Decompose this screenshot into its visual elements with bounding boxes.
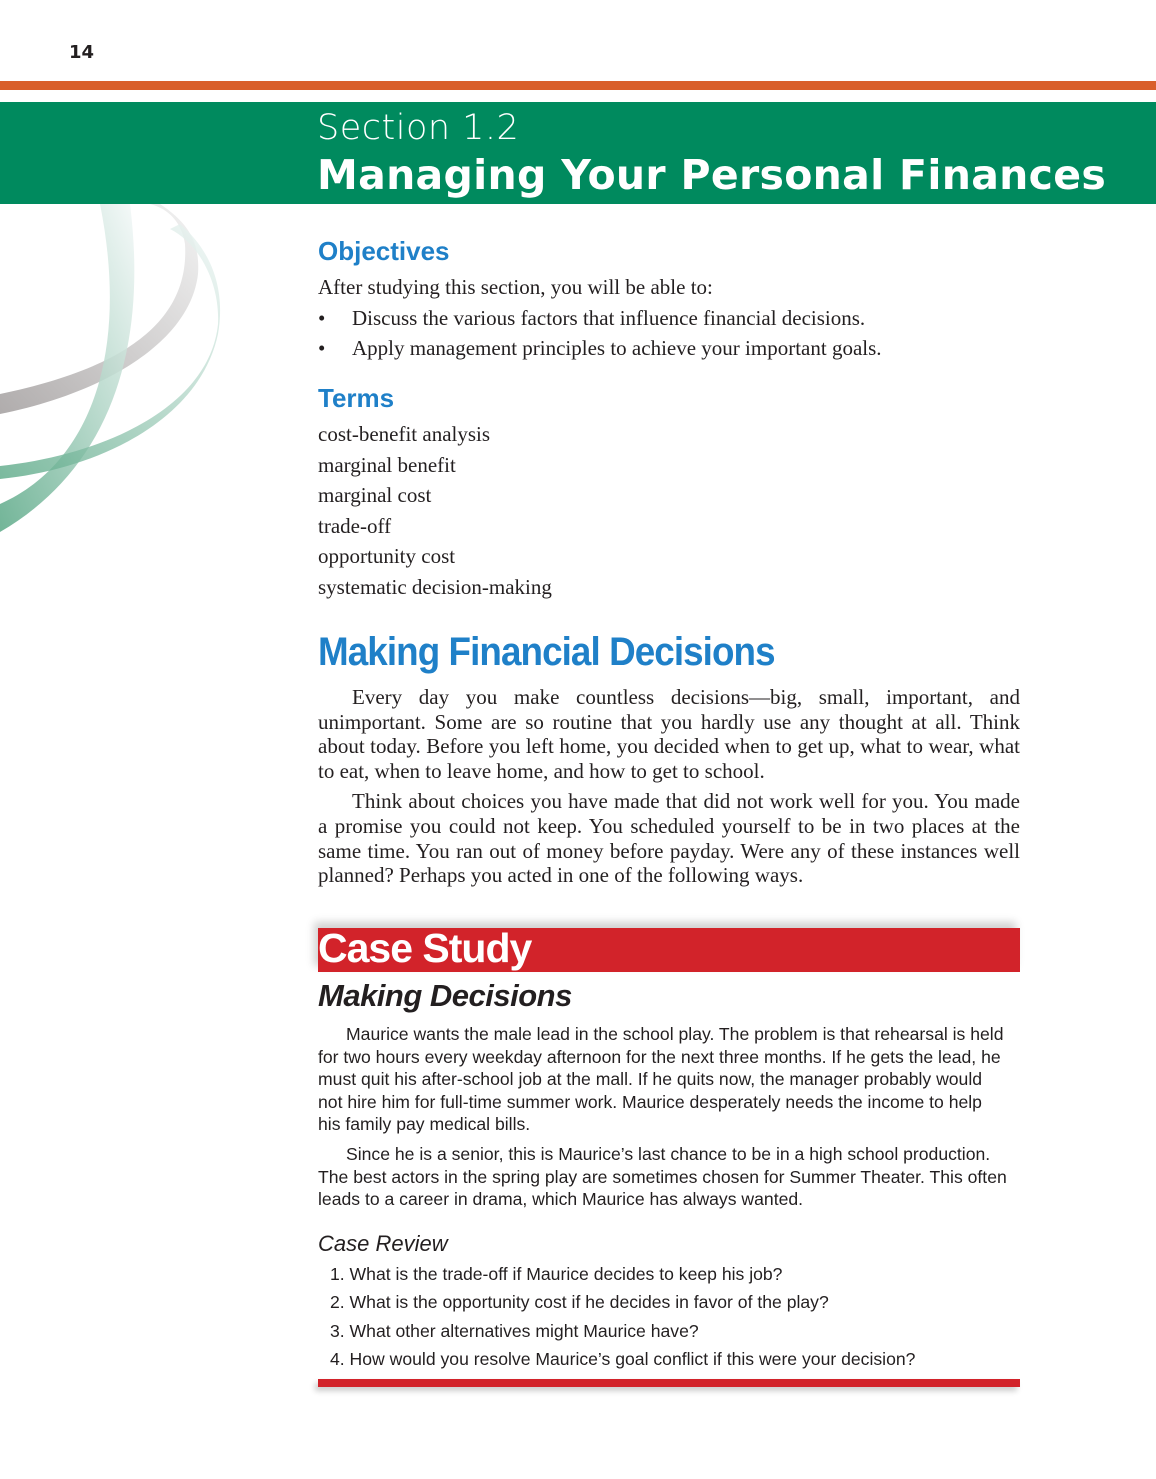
- objectives-intro: After studying this section, you will be able to:: [318, 275, 713, 299]
- term: marginal cost: [318, 483, 432, 507]
- case-study-bottom-rule: [318, 1379, 1020, 1387]
- paragraph: Maurice wants the male lead in the school play. The problem is that rehearsal is held for two hours every weekday afternoon for the next three months. If he gets the lead, he must quit his after-school job at the mall. If he quits now, the manager probably would not hire him for full-time summer work. Maurice desperately needs the income to help his family pay medical bills.: [318, 1024, 1004, 1135]
- case-review-heading: Case Review: [318, 1231, 448, 1256]
- term: cost-benefit analysis: [318, 422, 491, 446]
- terms-heading: Terms: [318, 383, 395, 413]
- review-question: 4. How would you resolve Maurice’s goal conflict if this were your decision?: [330, 1348, 916, 1369]
- page-number: 14: [69, 42, 95, 63]
- decorative-swirl: [0, 204, 230, 544]
- case-study-body: [318, 1023, 1008, 1218]
- paragraph: Since he is a senior, this is Maurice’s last chance to be in a high school production. The best actors in the spring play are sometimes chosen for Summer Theater. This often leads to a career in drama, which Maurice has always wanted.: [318, 1143, 1007, 1210]
- orange-rule: [0, 81, 1156, 90]
- term: systematic decision-making: [318, 574, 552, 599]
- list-item: • Discuss the various factors that influence financial decisions.: [318, 303, 882, 334]
- bullet-icon: •: [318, 305, 326, 330]
- paragraph: Every day you make countless decisions—big, small, important, and unimportant. Some are so routine that you hardly use any thought at all. Think about today. Before you left home, you decided when to get up, what to wear, what to eat, when to leave home, and how to get to school.: [318, 685, 1020, 783]
- section-label: Section 1.2: [317, 108, 520, 148]
- term: trade-off: [318, 513, 392, 538]
- objectives-list: [318, 272, 882, 364]
- paragraph: Think about choices you have made that did not work well for you. You made a promise you could not keep. You scheduled yourself to be in two places at the same time. You ran out of money before payday. Were any of these instances well planned? Perhaps you acted in one of the following ways.: [318, 789, 1020, 888]
- list-item: • Apply management principles to achieve your important goals.: [318, 333, 882, 364]
- review-question: 1. What is the trade-off if Maurice decides to keep his job?: [330, 1264, 783, 1284]
- term: marginal benefit: [318, 452, 456, 477]
- review-question: 2. What is the opportunity cost if he decides in favor of the play?: [330, 1292, 829, 1313]
- bullet-icon: •: [318, 336, 326, 360]
- terms-list: [318, 419, 552, 602]
- objectives-heading: Objectives: [318, 236, 450, 266]
- main-body: [318, 685, 1020, 894]
- case-study-title: Making Decisions: [318, 978, 572, 1013]
- case-review-list: [330, 1262, 915, 1375]
- case-study-label: Case Study: [318, 925, 532, 971]
- term: opportunity cost: [318, 544, 456, 568]
- main-heading: Making Financial Decisions: [318, 630, 775, 674]
- section-title: Managing Your Personal Finances: [317, 151, 1107, 199]
- review-question: 3. What other alternatives might Maurice have?: [330, 1320, 699, 1341]
